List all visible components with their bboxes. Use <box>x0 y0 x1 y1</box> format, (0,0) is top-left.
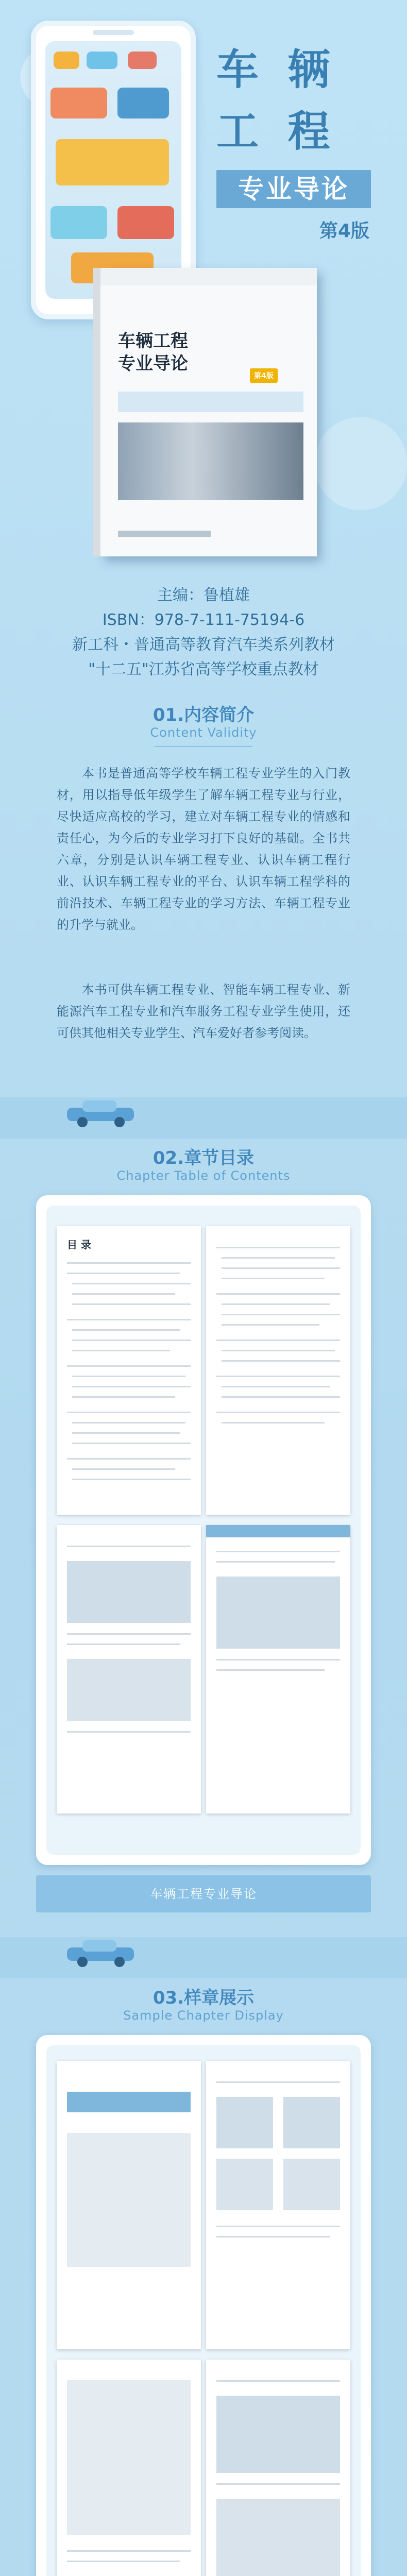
doc-line <box>216 2483 340 2485</box>
page-figure <box>216 2097 273 2148</box>
toc-page-left <box>57 1226 201 1515</box>
toc-line <box>216 1412 340 1413</box>
toc-line <box>67 1319 191 1320</box>
doc-line <box>67 2550 191 2552</box>
car-icon <box>54 52 79 69</box>
toc-line <box>222 1350 335 1351</box>
toc-heading: 目 录 <box>67 1239 91 1251</box>
car-icon <box>117 88 169 118</box>
doc-line <box>216 1551 340 1552</box>
toc-line <box>222 1360 340 1362</box>
info-author: 主编：鲁植雄 <box>157 586 250 604</box>
doc-line <box>216 2236 330 2238</box>
doc-line <box>67 1643 180 1645</box>
hero-subtitle: 专业导论 <box>216 170 371 208</box>
book-spine <box>93 268 100 556</box>
toc-line <box>72 1376 185 1377</box>
toc-line <box>72 1293 175 1295</box>
toc-line <box>72 1396 175 1398</box>
toc-line <box>222 1257 335 1259</box>
car-icon <box>87 52 117 69</box>
doc-line <box>67 1546 191 1547</box>
toc-line <box>216 1293 340 1295</box>
doc-line <box>216 1561 335 1563</box>
page-figure <box>67 1659 191 1721</box>
section-02-subtitle: Chapter Table of Contents <box>116 1168 291 1183</box>
book-cover-english-band <box>118 392 303 412</box>
info-series2: "十二五"江苏省高等学校重点教材 <box>88 660 319 679</box>
sample-page <box>206 2360 350 2576</box>
section-01-title: 01.内容简介 <box>152 705 255 725</box>
book-cover-photo <box>118 422 303 500</box>
page-figure <box>67 1561 191 1623</box>
toc-line <box>222 1386 330 1387</box>
page-figure <box>283 2097 340 2148</box>
section-01-underline <box>155 746 252 747</box>
intro-paragraph-2 <box>57 979 350 1044</box>
toc-line <box>216 1340 340 1341</box>
doc-line <box>67 1633 191 1635</box>
page-figure <box>216 2499 340 2576</box>
toc-line <box>72 1329 180 1331</box>
section-03-title: 03.样章展示 <box>152 1988 255 2008</box>
toc-line <box>67 1273 180 1274</box>
toc-line <box>72 1432 180 1434</box>
toc-panel <box>36 1195 371 1865</box>
doc-line <box>216 2380 340 2382</box>
doc-line <box>216 1669 325 1671</box>
hero-edition: 第4版 <box>319 221 370 242</box>
hero-title-line1: 车 辆 <box>216 45 337 94</box>
toc-line <box>222 1303 330 1305</box>
page-figure <box>216 1577 340 1649</box>
info-isbn: ISBN：978-7-111-75194-6 <box>102 611 305 629</box>
footer-bar: 车辆工程专业导论 <box>36 1875 371 1912</box>
sample-page <box>57 1525 201 1814</box>
toc-line <box>72 1386 191 1387</box>
car-icon <box>117 206 174 239</box>
toc-page-right <box>206 1226 350 1515</box>
car-icon <box>62 1097 139 1128</box>
page-header-band <box>206 1525 350 1537</box>
toc-line <box>222 1422 325 1423</box>
page-figure <box>283 2159 340 2210</box>
intro-paragraph-2-text: 本书可供车辆工程专业、智能车辆工程专业、新能源汽车工程专业和汽车服务工程专业学生使用，还可供其他相关专业学生、汽车爱好者参考阅读。 <box>57 982 350 1040</box>
phone-screen <box>45 41 181 299</box>
toc-line <box>222 1314 340 1315</box>
car-icon <box>50 88 107 118</box>
toc-line <box>72 1422 185 1423</box>
section-03-subtitle: Sample Chapter Display <box>123 2008 284 2023</box>
toc-line <box>67 1365 191 1367</box>
section-02-title: 02.章节目录 <box>152 1148 255 1168</box>
doc-line <box>216 1659 340 1660</box>
toc-line <box>67 1412 191 1413</box>
book-cover-publisher <box>118 531 211 537</box>
toc-line <box>222 1278 325 1279</box>
toc-line <box>216 1247 340 1248</box>
sample-page <box>57 2360 201 2576</box>
page-figure <box>216 2396 340 2473</box>
section-01-subtitle: Content Validity <box>150 725 257 740</box>
car-icon <box>50 206 107 239</box>
toc-line <box>67 1458 191 1460</box>
car-icon <box>62 1937 139 1968</box>
sample-page <box>206 2061 350 2349</box>
book-cover <box>100 268 317 556</box>
sample-panel <box>36 2035 371 2576</box>
book-cover-edition: 第4版 <box>250 368 278 383</box>
toc-line <box>72 1340 191 1341</box>
doc-line <box>216 2081 340 2083</box>
toc-line <box>67 1262 191 1264</box>
car-icon <box>128 52 157 69</box>
doc-line <box>67 1731 191 1733</box>
toc-line <box>216 1376 340 1377</box>
road-stripe <box>0 1097 407 1139</box>
doc-line <box>67 2561 180 2562</box>
truck-icon <box>56 139 169 185</box>
page-figure <box>67 2380 191 2535</box>
toc-line <box>72 1443 191 1444</box>
info-series1: 新工科・普通高等教育汽车类系列教材 <box>72 636 335 654</box>
hero-title-line2: 工 程 <box>216 107 337 156</box>
sample-page <box>206 1525 350 1814</box>
toc-line <box>72 1303 191 1305</box>
doc-line <box>216 2226 340 2227</box>
intro-paragraph-1 <box>57 762 350 936</box>
road-stripe <box>0 1937 407 1978</box>
toc-line <box>72 1283 191 1284</box>
book-cover-title: 车辆工程 专业导论 <box>118 331 188 374</box>
phone-notch <box>93 30 134 35</box>
toc-line <box>222 1267 340 1269</box>
toc-line <box>222 1396 340 1398</box>
sample-page <box>57 2061 201 2349</box>
toc-line <box>72 1350 170 1351</box>
toc-line <box>72 1479 191 1480</box>
page-figure <box>67 2133 191 2267</box>
book-band <box>100 268 317 285</box>
toc-line <box>222 1324 319 1326</box>
chapter-banner <box>67 2092 191 2112</box>
toc-line <box>72 1468 175 1470</box>
intro-paragraph-1-text: 本书是普通高等学校车辆工程专业学生的入门教材，用以指导低年级学生了解车辆工程专业与行业，尽快适应高校的学习，建立对车辆工程专业的情感和责任心，为今后的专业学习打下良好的基础。全书共六章，分别是认识车辆工程专业、认识车辆工程行业、认识车辆工程专业的平台、认识车辆工程学科的前沿技术、车辆工程专业的学习方法、车辆工程专业的升学与就业。 <box>57 766 350 932</box>
page-figure <box>216 2159 273 2210</box>
